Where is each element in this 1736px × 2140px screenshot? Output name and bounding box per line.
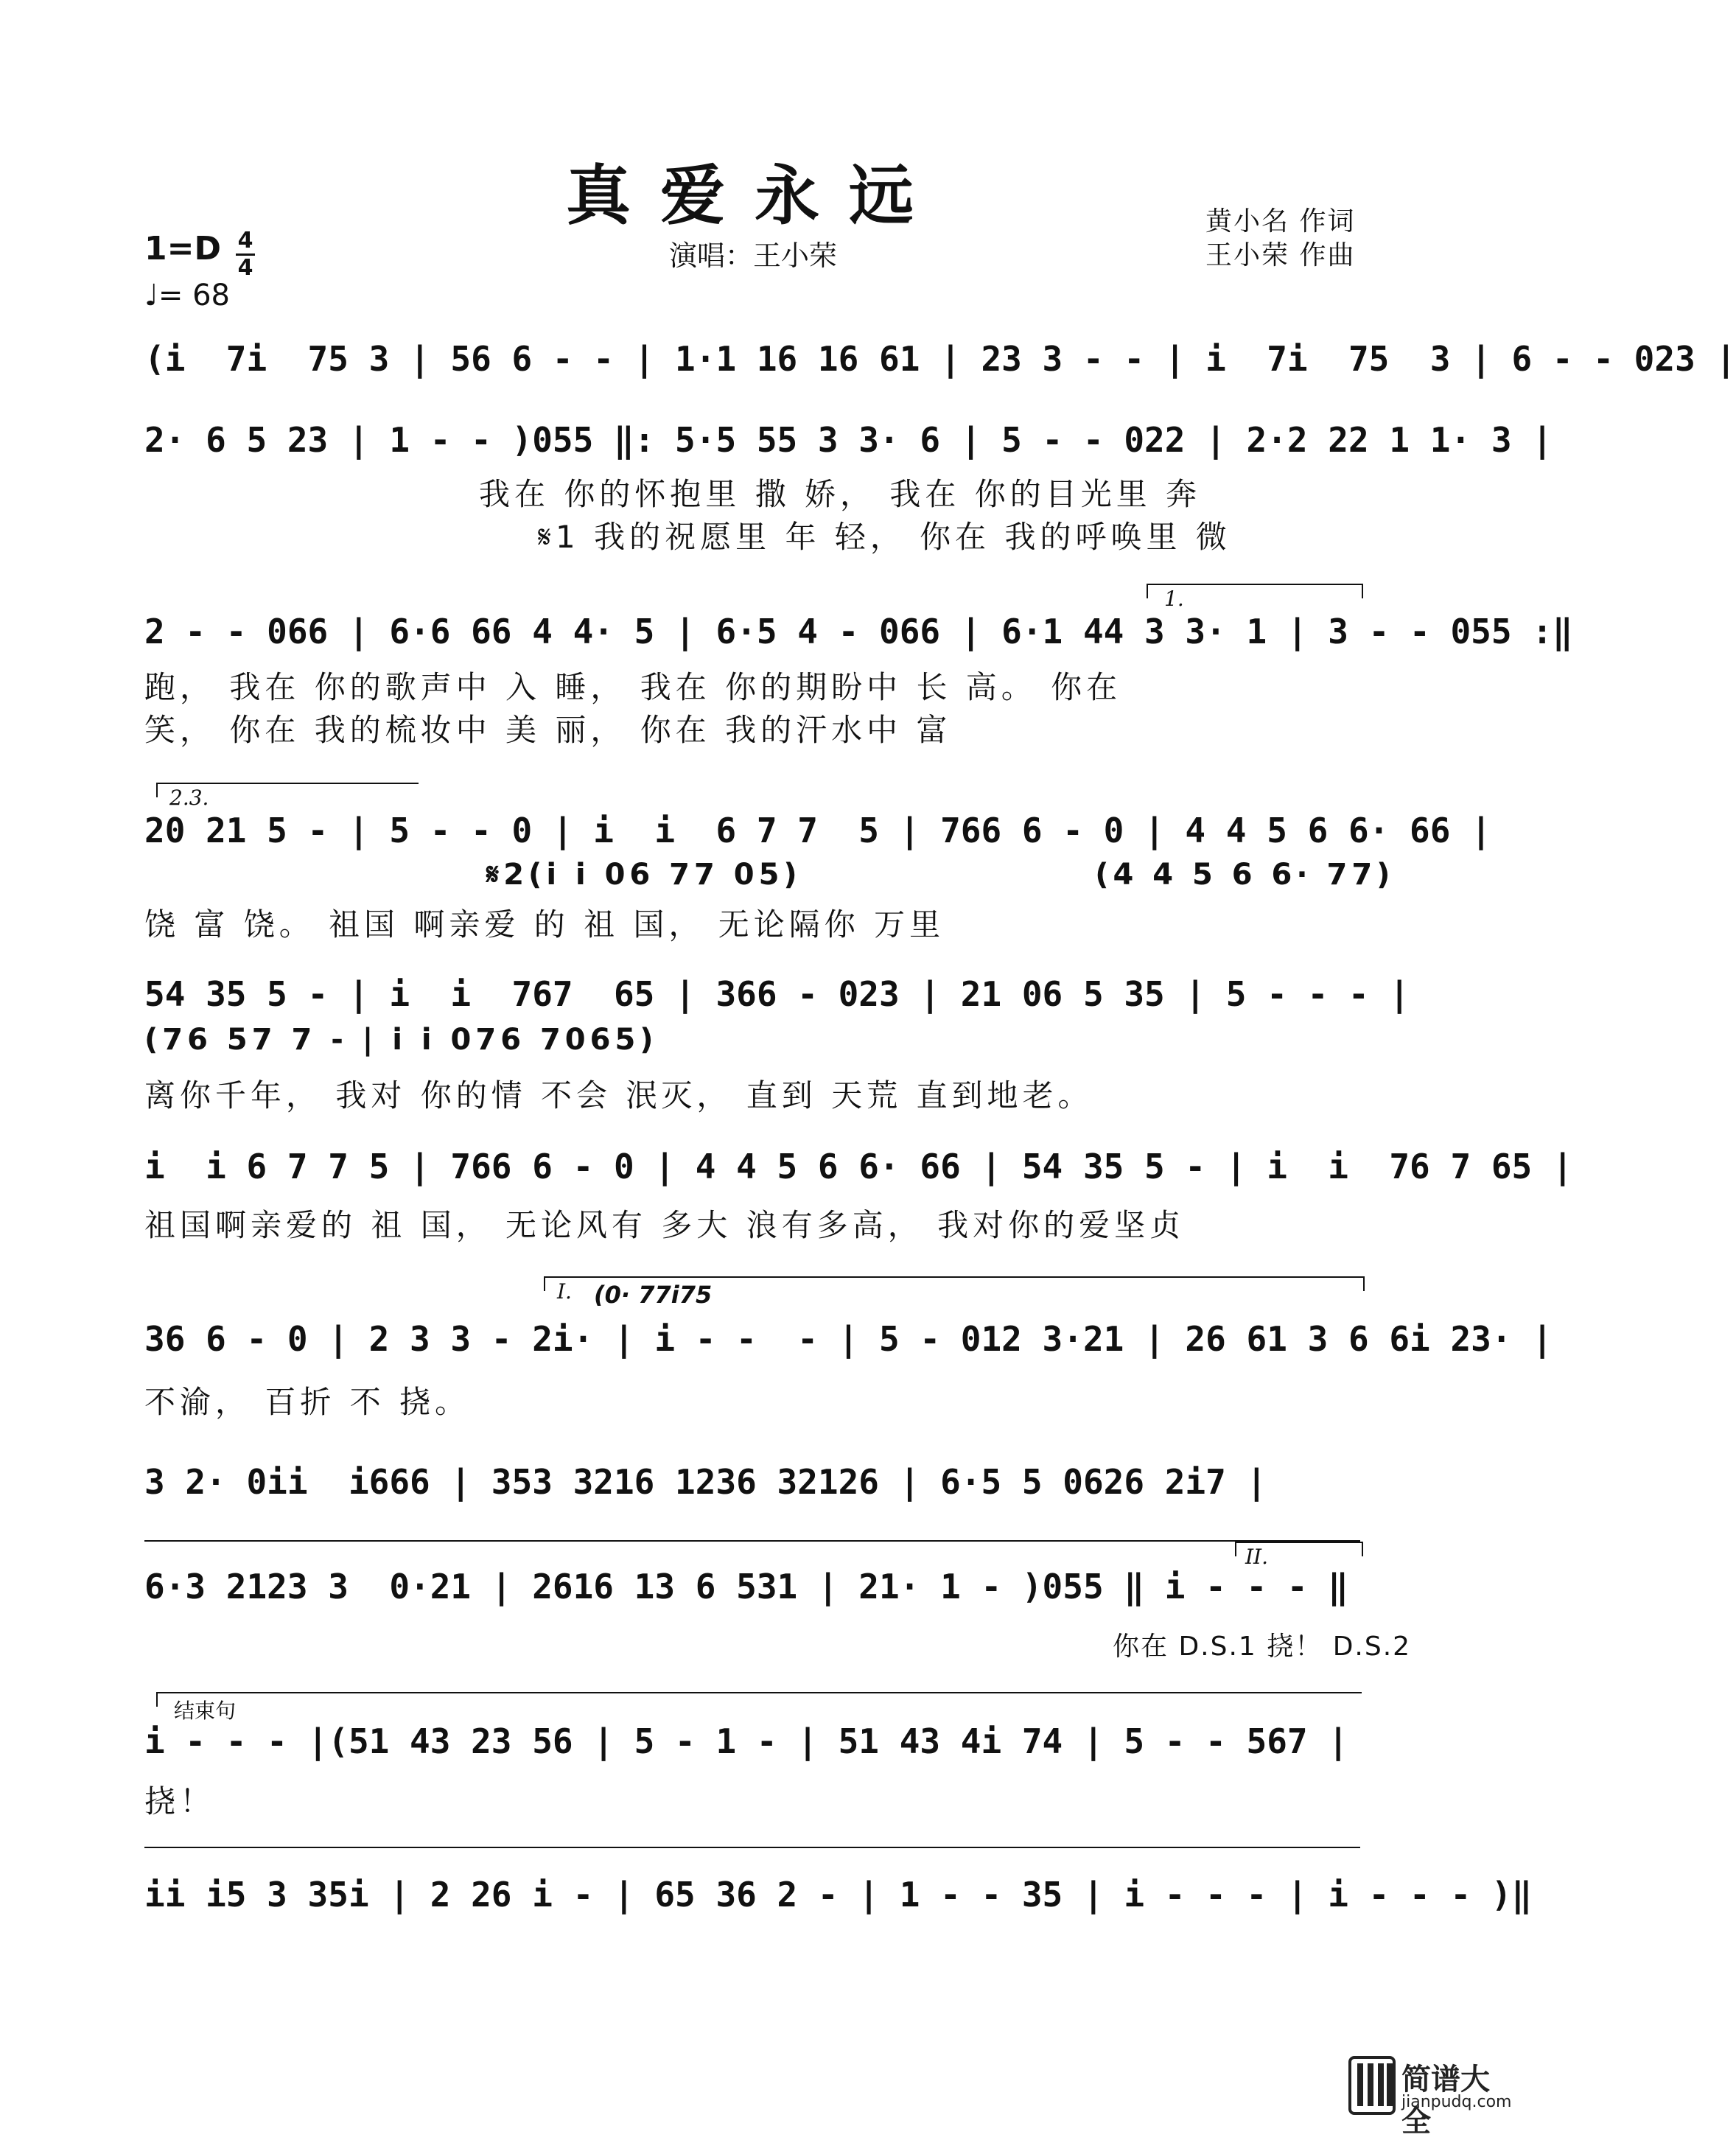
watermark-url: jianpudq.com: [1401, 2093, 1512, 2111]
tempo-marking: ♩= 68: [144, 279, 230, 312]
notation-row-1: (i 7i 75 3 | 56 6 - - | 1·1 16 16 61 | 23 3 - - | i 7i 75 3 | 6 - - 023 |: [144, 339, 1736, 379]
piano-keys-icon: [1348, 2056, 1396, 2115]
ending-label: 结束句: [174, 1699, 237, 1723]
lyric-row-6: 祖国啊亲爱的 祖 国， 无论风有 多大 浪有多高， 我对你的爱坚贞: [144, 1207, 1186, 1243]
lyric-row-3-verse-2: 笑， 你在 我的梳妆中 美 丽， 你在 我的汗水中 富: [144, 712, 952, 748]
time-signature: [234, 230, 256, 279]
lyric-row-3-verse-1: 跑， 我在 你的歌声中 入 睡， 我在 你的期盼中 长 高。 你在: [144, 669, 1122, 705]
volta-label-1: 1.: [1164, 587, 1184, 611]
composer-credit: 王小荣 作曲: [1205, 240, 1356, 270]
notation-row-8: 3 2· 0ii i666 | 353 3216 1236 32126 | 6·5 5 0626 2i7 |: [144, 1462, 1267, 1502]
lyric-row-2-verse-1: 我在 你的怀抱里 撒 娇， 我在 你的目光里 奔: [479, 476, 1202, 512]
lyricist-credit: 黄小名 作词: [1205, 206, 1356, 237]
notation-row-9: 6·3 2123 3 0·21 | 2616 13 6 531 | 21· 1 - )055 ‖ i - - - ‖: [144, 1567, 1348, 1606]
volta-label-i: I.: [557, 1279, 572, 1304]
watermark-logo: [1348, 2056, 1512, 2139]
singer-credit: 演唱：王小荣: [669, 239, 838, 272]
small-notation-row-7: (0· 77i75: [594, 1281, 713, 1309]
notation-row-2: 2· 6 5 23 | 1 - - )055 ‖: 5·5 55 3 3· 6 | 5 - - 022 | 2·2 22 1 1· 3 |: [144, 420, 1553, 460]
sub-notation-row-4: 𝄋2(i i 06 77 05) (4 4 5 6 6· 77): [486, 858, 1395, 892]
lyric-row-9-ds: 你在 D.S.1 挠！ D.S.2: [1113, 1632, 1412, 1662]
lyric-row-5: 离你千年， 我对 你的情 不会 泯灭， 直到 天荒 直到地老。: [144, 1077, 1093, 1113]
time-sig-bottom: 4: [237, 255, 253, 281]
volta-label-ii: II.: [1245, 1545, 1269, 1569]
section-line-row-9: [144, 1540, 1360, 1542]
ending-bracket: [156, 1692, 1362, 1707]
notation-row-11: ii i5 3 35i | 2 26 i - | 65 36 2 - | 1 - - 35 | i - - - | i - - - )‖: [144, 1875, 1533, 1915]
notation-row-5: 54 35 5 - | i i 767 65 | 366 - 023 | 21 06 5 35 | 5 - - - |: [144, 974, 1410, 1014]
lyric-row-2-verse-2: 𝄋1 我的祝愿里 年 轻， 你在 我的呼唤里 微: [538, 519, 1231, 555]
notation-row-7: 36 6 - 0 | 2 3 3 - 2i· | i - - - | 5 - 012 3·21 | 26 61 3 6 6i 23· |: [144, 1319, 1553, 1359]
sub-notation-row-5: (76 57 7 - | i i 076 7065): [144, 1023, 658, 1057]
notation-row-6: i i 6 7 7 5 | 766 6 - 0 | 4 4 5 6 6· 66 | 54 35 5 - | i i 76 7 65 |: [144, 1147, 1573, 1186]
lyric-row-7: 不渝， 百折 不 挠。: [144, 1384, 471, 1420]
notation-row-3: 2 - - 066 | 6·6 66 4 4· 5 | 6·5 4 - 066 | 6·1 44 3 3· 1 | 3 - - 055 :‖: [144, 612, 1573, 651]
notation-row-10: i - - - |(51 43 23 56 | 5 - 1 - | 51 43 4i 74 | 5 - - 567 |: [144, 1721, 1348, 1761]
volta-label-23: 2.3.: [169, 786, 209, 810]
key-signature: 1=D: [144, 230, 222, 268]
notation-row-4: 20 21 5 - | 5 - - 0 | i i 6 7 7 5 | 766 6 - 0 | 4 4 5 6 6· 66 |: [144, 811, 1491, 850]
song-title: 真爱永远: [565, 157, 943, 234]
time-sig-top: 4: [237, 228, 253, 253]
lyric-row-10: 挠！: [144, 1783, 216, 1819]
section-line-row-11: [144, 1847, 1360, 1848]
lyric-row-4: 饶 富 饶。 祖国 啊亲爱 的 祖 国， 无论隔你 万里: [144, 906, 945, 943]
watermark-text: 简谱大全: [1401, 2063, 1490, 2139]
